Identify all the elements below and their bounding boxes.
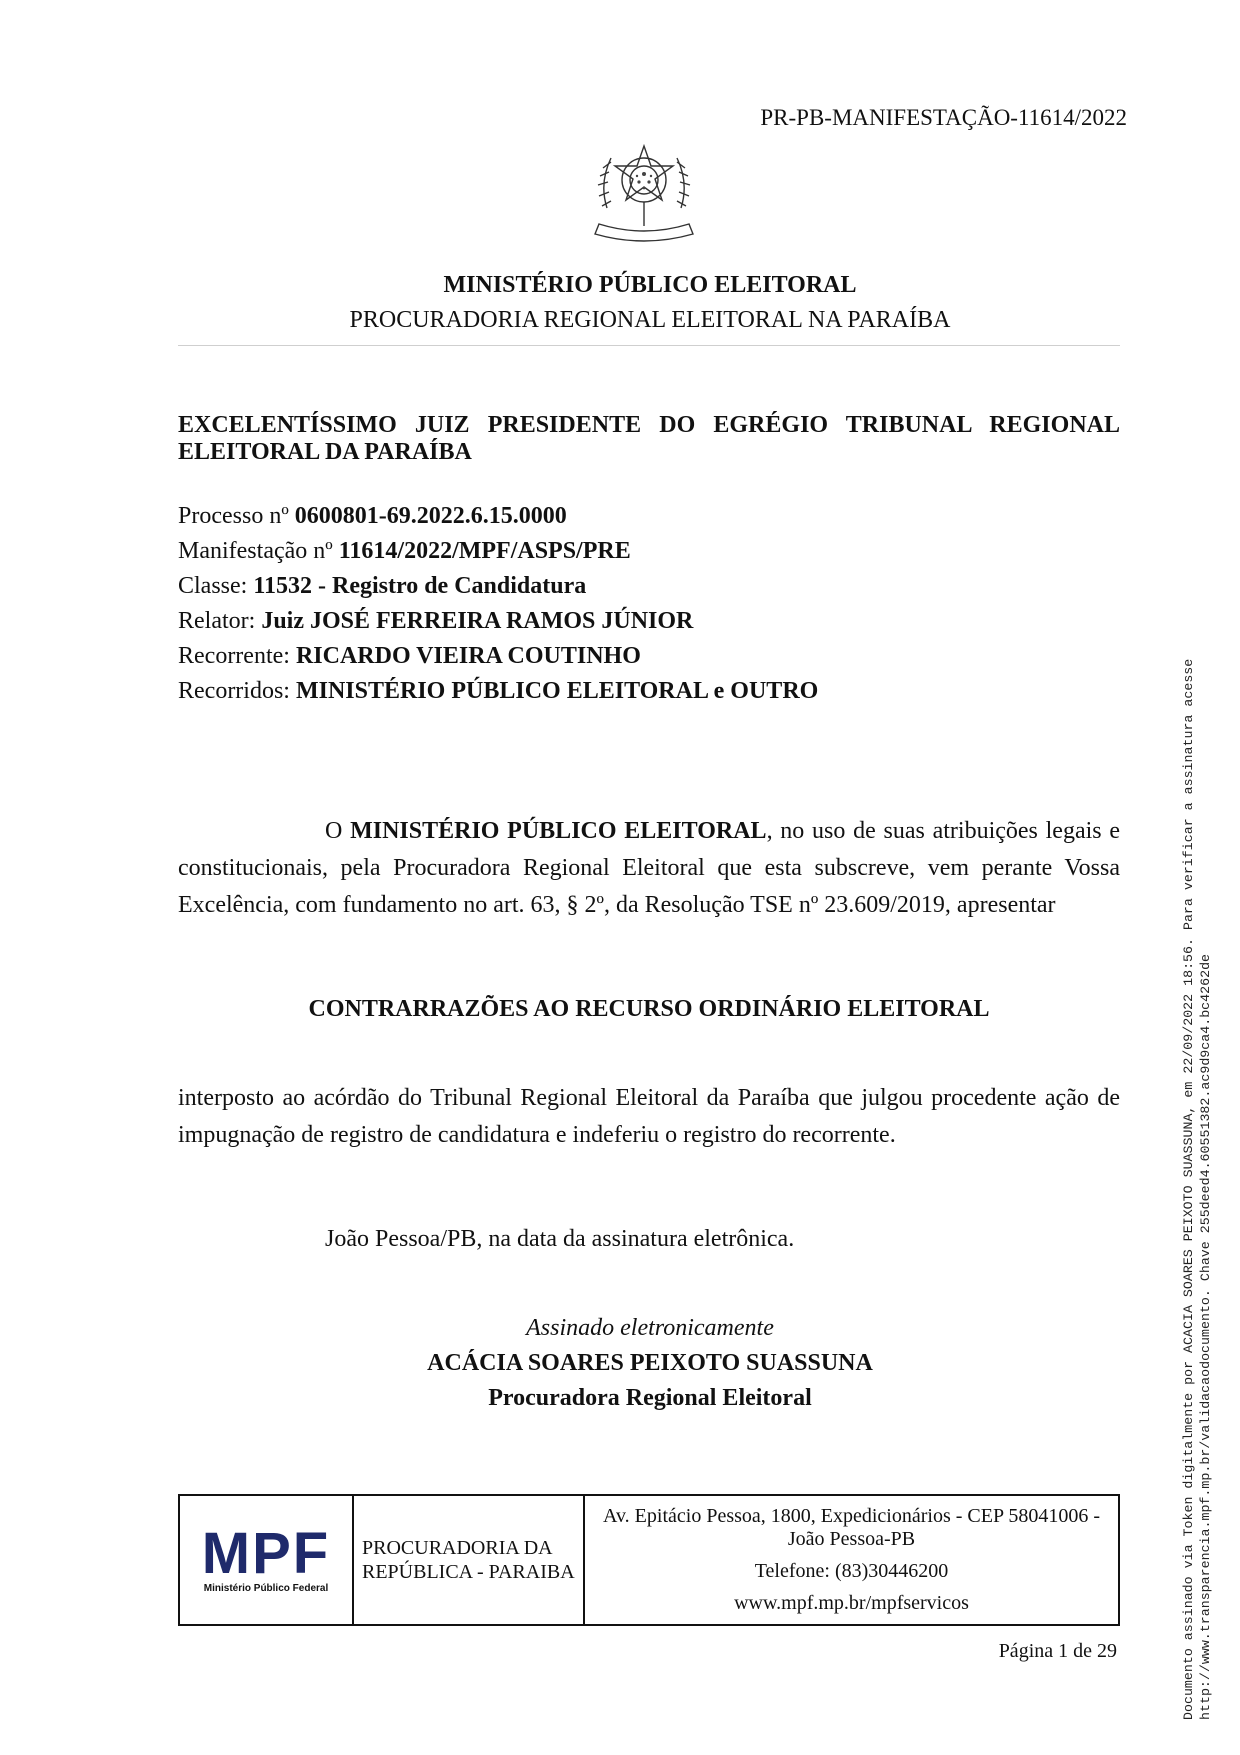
footer-office [354,1496,585,1624]
case-class: Classe: 11532 - Registro de Candidatura [178,573,587,599]
signer-name: ACÁCIA SOARES PEIXOTO SUASSUNA [427,1350,873,1376]
mpf-logo [180,1496,354,1624]
header-divider [178,345,1120,346]
document-id: PR-PB-MANIFESTAÇÃO-11614/2022 [760,105,1127,130]
case-respondents: Recorridos: MINISTÉRIO PÚBLICO ELEITORAL e OUTRO [178,678,819,704]
organization-heading: MINISTÉRIO PÚBLICO ELEITORAL [443,272,857,298]
addressee: EXCELENTÍSSIMO JUIZ PRESIDENTE DO EGRÉGIO TRIBUNAL REGIONAL ELEITORAL DA PARAÍBA [178,412,1120,465]
mpf-logo-text: MPF [201,1520,331,1586]
signer-role: Procuradora Regional Eleitoral [488,1385,812,1411]
footer-phone: Telefone: (83)30446200 [754,1559,949,1582]
intro-paragraph: O MINISTÉRIO PÚBLICO ELEITORAL, no uso de suas atribuições legais e constitucionais, pela Procuradora Regional Eleitoral que esta subscreve, vem perante Vossa Excelência, com fundamento no art. 63, § 2º, da Resolução TSE nº 23.609/2019, apresentar [178,818,1120,918]
coat-of-arms-icon [589,138,699,250]
case-manifestation: Manifestação nº 11614/2022/MPF/ASPS/PRE [178,538,631,564]
case-rapporteur: Relator: Juiz JOSÉ FERREIRA RAMOS JÚNIOR [178,608,694,634]
case-appellant: Recorrente: RICARDO VIEIRA COUTINHO [178,643,641,669]
signature-verification-stamp [1180,360,1214,1720]
signature-note: Assinado eletronicamente [526,1315,774,1341]
body-paragraph: interposto ao acórdão do Tribunal Regional Eleitoral da Paraíba que julgou procedente ação de impugnação de registro de candidatura e indeferiu o registro do recorrente. [178,1085,1120,1148]
suborganization-heading: PROCURADORIA REGIONAL ELEITORAL NA PARAÍBA [349,307,951,333]
stamp-line-2[interactable]: http://www.transparencia.mpf.mp.br/validacaodocumento. Chave 255deed4.60551382.ac9d9ca4.bc4262de [1198,953,1213,1720]
document-title: CONTRARRAZÕES AO RECURSO ORDINÁRIO ELEITORAL [308,996,990,1022]
footer-office-text: PROCURADORIA DA REPÚBLICA - PARAIBA [362,1537,575,1583]
date-line: João Pessoa/PB, na data da assinatura eletrônica. [325,1226,795,1252]
stamp-line-1: Documento assinado via Token digitalmente por ACACIA SOARES PEIXOTO SUASSUNA, em 22/09/2022 18:56. Para verificar a assinatura acesse [1181,658,1196,1720]
footer-box [178,1494,1120,1626]
footer-website[interactable]: www.mpf.mp.br/mpfservicos [734,1592,969,1615]
page-number: Página 1 de 29 [998,1640,1117,1662]
footer-address: Av. Epitácio Pessoa, 1800, Expedicionários - CEP 58041006 - João Pessoa-PB [603,1504,1100,1550]
footer-contact [585,1496,1118,1624]
mpf-logo-subtitle: Ministério Público Federal [203,1582,329,1594]
case-process: Processo nº 0600801-69.2022.6.15.0000 [178,503,567,529]
